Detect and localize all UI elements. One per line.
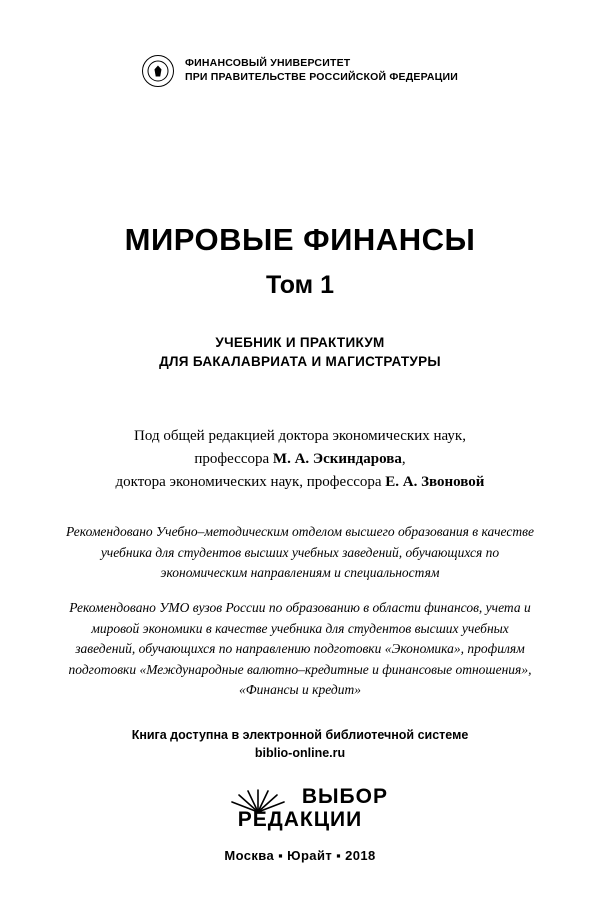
electronic-library-line-1: Книга доступна в электронной библиотечной системе <box>131 728 469 742</box>
university-name-line-2: ПРИ ПРАВИТЕЛЬСТВЕ РОССИЙСКОЙ ФЕДЕРАЦИИ <box>184 71 459 83</box>
book-subtitle-line-2: ДЛЯ БАКАЛАВРИАТА И МАГИСТРАТУРЫ <box>159 354 441 370</box>
publisher-emblem-word-1: ВЫБОР <box>301 785 388 808</box>
recommendation-first: Рекомендовано Учебно–методическим отделом высшего образования в качестве учебника для студентов высших учебных заведений, обучающихся по экономическим направлениям и специальностям <box>66 524 534 581</box>
university-name <box>185 57 458 85</box>
university-name-line-1: ФИНАНСОВЫЙ УНИВЕРСИТЕТ <box>184 57 351 70</box>
editors-line-2 <box>60 448 540 471</box>
editors-line-3-prefix: доктора экономических наук, профессора <box>115 473 386 490</box>
book-subtitle <box>0 333 600 371</box>
university-header <box>0 55 600 87</box>
book-subtitle-line-1: УЧЕБНИК И ПРАКТИКУМ <box>215 335 385 350</box>
editor-name-1: М. А. Эскиндарова <box>272 450 402 467</box>
book-title: МИРОВЫЕ ФИНАНСЫ <box>124 222 476 257</box>
editors-line-1: Под общей редакцией доктора экономических наук, <box>134 428 466 444</box>
publisher-emblem-art <box>212 783 388 831</box>
imprint: Москва ▪ Юрайт ▪ 2018 <box>224 848 376 863</box>
electronic-library-url: biblio-online.ru <box>254 746 346 761</box>
editors-line-2-prefix: профессора <box>194 450 273 467</box>
book-volume: Том 1 <box>266 271 334 299</box>
editors-block <box>60 425 540 493</box>
editors-line-3 <box>60 471 540 494</box>
editors-line-2-suffix: , <box>401 450 406 467</box>
electronic-library-note <box>0 726 600 762</box>
publisher-emblem <box>0 783 600 831</box>
recommendation-second: Рекомендовано УМО вузов России по образованию в области финансов, учета и мировой экономики в качестве учебника для студентов высших учебных заведений, обучающихся по направлению подготовки «Экономика», профилям подготовки «Международные валютно–кредитные и финансовые отношения», «Финансы и кредит» <box>68 600 532 698</box>
publisher-emblem-word-2: РЕДАКЦИИ <box>237 808 363 831</box>
university-emblem-icon <box>142 55 174 87</box>
editor-name-2: Е. А. Звоновой <box>385 473 485 490</box>
